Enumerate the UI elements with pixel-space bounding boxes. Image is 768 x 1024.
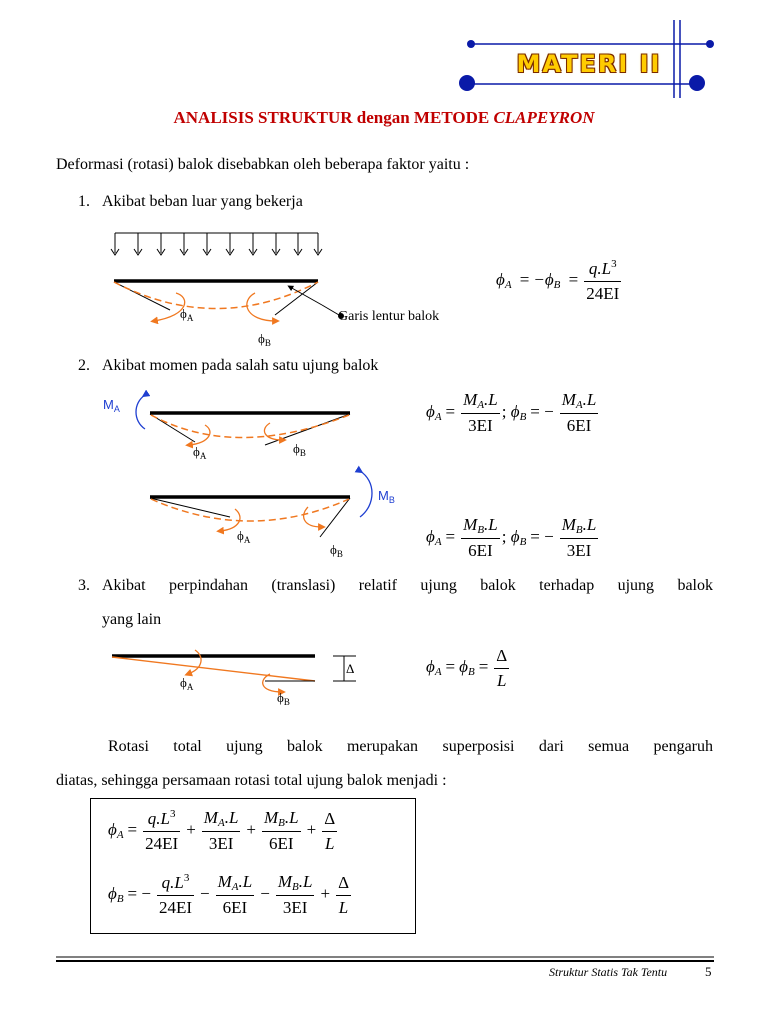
eq4-num: Δ xyxy=(494,646,509,669)
eq1-den: 24EI xyxy=(586,284,620,303)
eq1: $\phi_A = -\phi_B$ = $\frac{q.L^3}{24EI}$ xyxy=(496,258,620,303)
item-3-text-cont: yang lain xyxy=(102,611,162,628)
final-eq-phiA: $\phi_A$ = $\frac{q.L^3}{24EI}$ + $\frac{M_A.L}{3EI}$ + $\frac{M_B.L}{6EI}$ + $\frac{\Delta}{L}$ xyxy=(108,808,336,853)
eq3: $\phi_A$ = $\frac{M_B.L}{6EI}$ ; $\phi_B$ = − $\frac{M_B.L}{3EI}$ xyxy=(426,515,597,560)
eq2: $\phi_A$ = $\frac{M_A.L}{3EI}$ ; $\phi_B$ = − $\frac{M_A.L}{6EI}$ xyxy=(426,390,597,435)
summary-line-2: diatas, sehingga persamaan rotasi total ujung balok menjadi : xyxy=(56,772,447,789)
d2-phiB-label: $\phi_B$ xyxy=(293,441,306,458)
footer-rule xyxy=(0,955,768,965)
d3-phiA-label: $\phi_A$ xyxy=(237,528,251,545)
title-italic: CLAPEYRON xyxy=(493,108,595,127)
d1-phiA-label: $\phi_A$ xyxy=(180,306,194,323)
eq4: $\phi_A = \phi_B$ = $\frac{\Delta}{L}$ xyxy=(426,646,508,690)
d4-delta-label: Δ xyxy=(346,661,355,676)
item-3-text: Akibat perpindahan (translasi) relatif ujung balok terhadap ujung balok xyxy=(102,577,713,594)
final-eq-phiB: $\phi_B$ = − $\frac{q.L^3}{24EI}$ − $\frac{M_A.L}{6EI}$ − $\frac{M_B.L}{3EI}$ + $\frac{\Delta}{L}$ xyxy=(108,872,349,917)
d2-moment-label: $M_A$ xyxy=(103,397,120,414)
diagram-moment-B xyxy=(140,465,400,555)
materi-badge: MATERI II xyxy=(516,50,662,78)
intro-text: Deformasi (rotasi) balok disebabkan oleh beberapa faktor yaitu : xyxy=(56,156,470,173)
page-title xyxy=(0,108,768,128)
title-main: ANALISIS STRUKTUR dengan METODE xyxy=(173,108,494,127)
page-number: 5 xyxy=(705,964,712,979)
d1-phiB-label: $\phi_B$ xyxy=(258,331,271,348)
diagram-translation xyxy=(100,640,370,710)
diagram-moment-A xyxy=(95,385,365,465)
footer-text: Struktur Statis Tak Tentu xyxy=(549,965,668,979)
item-2-text: Akibat momen pada salah satu ujung balok xyxy=(102,357,379,374)
item-2-number: 2. xyxy=(78,357,90,374)
d3-moment-label: $M_B$ xyxy=(378,488,395,505)
d3-phiB-label: $\phi_B$ xyxy=(330,542,343,559)
item-1-number: 1. xyxy=(78,193,90,210)
diagram-uniform-load xyxy=(100,225,480,355)
d1-callout-label: Garis lentur balok xyxy=(338,309,440,324)
eq4-den: L xyxy=(497,671,507,690)
item-3-number: 3. xyxy=(78,577,90,594)
d4-phiA-label: $\phi_A$ xyxy=(180,675,194,692)
summary-line-1: Rotasi total ujung balok merupakan superposisi dari semua pengaruh xyxy=(108,738,713,755)
d2-phiA-label: $\phi_A$ xyxy=(193,444,207,461)
d4-phiB-label: $\phi_B$ xyxy=(277,690,290,707)
item-1-text: Akibat beban luar yang bekerja xyxy=(102,193,303,210)
eq1-num: $q.L^3$ xyxy=(584,258,621,282)
